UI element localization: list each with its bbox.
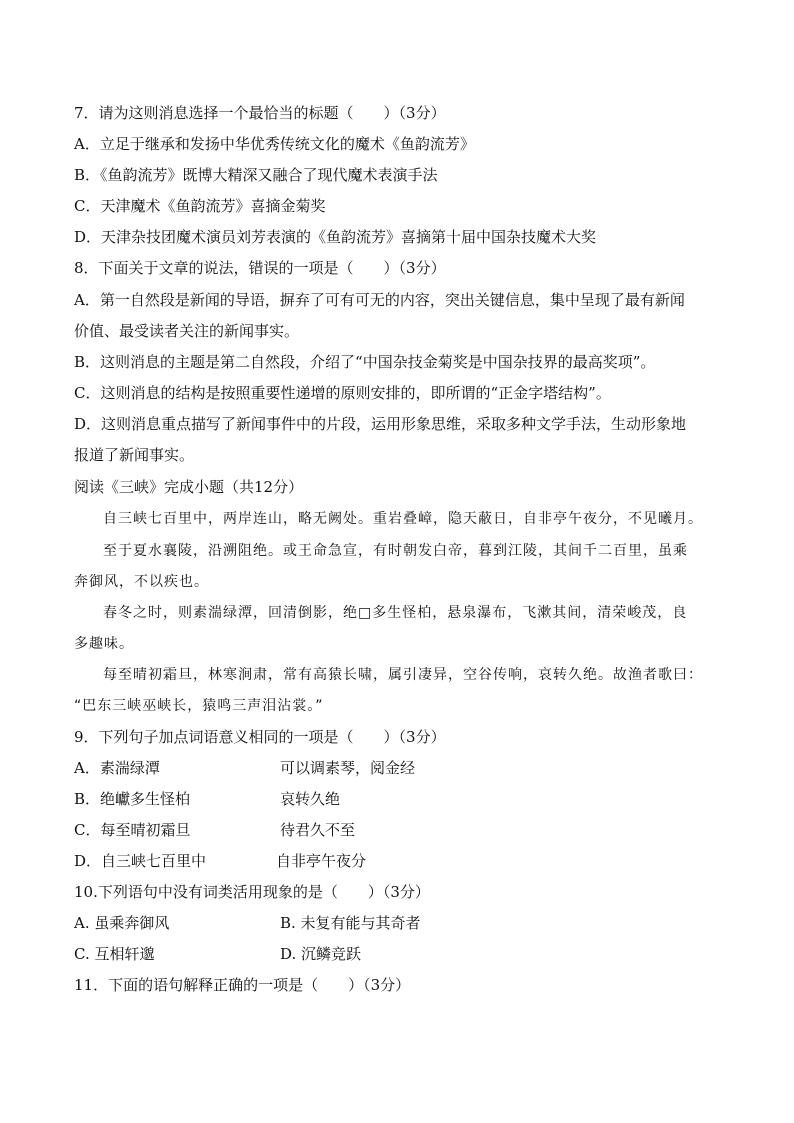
q7-option-d: D．天津杂技团魔术演员刘芳表演的《鱼韵流芳》喜摘第十届中国杂技魔术大奖 — [74, 228, 597, 246]
q9-option-c-right: 待君久不至 — [280, 821, 356, 839]
q8-stem: 8．下面关于文章的说法，错误的一项是（ ）（3分） — [74, 259, 446, 277]
q7-option-b: B．《鱼韵流芳》既博大精深又融合了现代魔术表演手法 — [74, 166, 438, 184]
passage-paragraph-3-line1: 春冬之时，则素湍绿潭，回清倒影，绝□多生怪柏，悬泉瀑布，飞漱其间，清荣峻茂，良 — [103, 605, 688, 621]
q8-option-a-line2: 价值、最受读者关注的新闻事实。 — [74, 322, 300, 340]
q9-option-a-right: 可以调素琴，阅金经 — [280, 759, 416, 777]
q10-option-d: D. 沉鳞竞跃 — [280, 945, 362, 963]
passage-paragraph-3-line2: 多趣味。 — [74, 636, 134, 652]
reading-intro: 阅读《三峡》完成小题（共12分） — [74, 478, 304, 496]
q9-option-d-right: 自非亭午夜分 — [276, 852, 367, 870]
passage-paragraph-1: 自三峡七百里中，两岸连山，略无阙处。重岩叠嶂，隐天蔽日，自非亭午夜分，不见曦月。 — [103, 511, 703, 527]
q9-option-b-left: B．绝巘多生怪柏 — [74, 790, 191, 808]
q7-option-a: A．立足于继承和发扬中华优秀传统文化的魔术《鱼韵流芳》 — [74, 135, 475, 153]
q9-option-c-left: C．每至晴初霜旦 — [74, 821, 191, 839]
passage-paragraph-2-line1: 至于夏水襄陵，沿溯阻绝。或王命急宣，有时朝发白帝，暮到江陵，其间千二百里，虽乘 — [103, 543, 688, 559]
q9-option-d-left: D．自三峡七百里中 — [74, 852, 207, 870]
q10-option-a: A. 虽乘奔御风 — [74, 914, 170, 932]
q9-option-b-right: 哀转久绝 — [280, 790, 341, 808]
q8-option-b: B．这则消息的主题是第二自然段，介绍了“中国杂技金菊奖是中国杂技界的最高奖项”。 — [74, 353, 656, 371]
q7-stem: 7．请为这则消息选择一个最恰当的标题（ ）（3分） — [74, 104, 446, 122]
q11-stem: 11．下面的语句解释正确的一项是（ ）（3分） — [74, 976, 411, 994]
q7-option-c: C．天津魔术《鱼韵流芳》喜摘金菊奖 — [74, 197, 326, 215]
q8-option-c: C．这则消息的结构是按照重要性递增的原则安排的，即所谓的“正金字塔结构”。 — [74, 384, 611, 402]
q8-option-a-line1: A．第一自然段是新闻的导语，摒弃了可有可无的内容，突出关键信息，集中呈现了最有新闻 — [74, 291, 685, 309]
q9-option-a-left: A．素湍绿潭 — [74, 759, 160, 777]
q8-option-d-line2: 报道了新闻事实。 — [74, 446, 195, 464]
q8-option-d-line1: D．这则消息重点描写了新闻事件中的片段，运用形象思维，采取多种文学手法，生动形象地 — [74, 415, 687, 433]
passage-paragraph-2-line2: 奔御风，不以疾也。 — [74, 574, 209, 590]
q9-stem: 9．下列句子加点词语意义相同的一项是（ ）（3分） — [74, 728, 446, 746]
passage-paragraph-4-line2: “巴东三峡巫峡长，猿鸣三声泪沾裳。” — [74, 698, 324, 714]
q10-option-c: C. 互相轩邈 — [74, 945, 155, 963]
passage-paragraph-4-line1: 每至晴初霜旦，林寒涧肃，常有高猿长啸，属引凄异，空谷传响，哀转久绝。故渔者歌曰： — [103, 667, 703, 683]
q10-stem: 10.下列语句中没有词类活用现象的是（ ）（3分） — [74, 883, 430, 901]
q10-option-b: B. 未复有能与其奇者 — [280, 914, 421, 932]
